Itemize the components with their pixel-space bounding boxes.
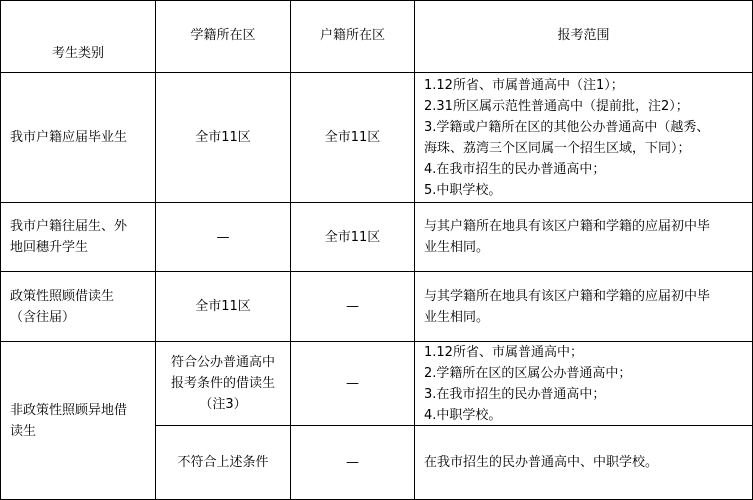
header-hukou-district-label: 户籍所在区	[319, 28, 385, 43]
row1-scope	[415, 73, 752, 202]
row1-scope-line-4: 海珠、荔湾三个区同属一个招生区域，下同）；	[424, 140, 691, 156]
row4a-hukou-district-dash: —	[346, 376, 359, 391]
row1-school-district-text: 全市11区	[195, 130, 251, 145]
row2-hukou-district	[291, 203, 414, 271]
row2-scope-line-1: 与其户籍所在地具有该区户籍和学籍的应届初中毕	[424, 219, 711, 234]
row4a-school-district	[156, 342, 290, 425]
row4a-scope-line-2: 2.学籍所在区的区属公办普通高中；	[424, 365, 632, 381]
header-school-district	[156, 1, 290, 72]
row1-school-district	[156, 73, 290, 202]
header-category-label: 考生类别	[51, 46, 104, 61]
header-scope	[415, 1, 752, 72]
row1-hukou-district	[291, 73, 414, 202]
row4b-scope	[415, 426, 752, 499]
row4b-school-district	[156, 426, 290, 499]
row1-hukou-district-text: 全市11区	[324, 130, 381, 145]
row1-scope-line-5: 4.在我市招生的民办普通高中；	[424, 161, 606, 177]
row4b-hukou-district	[291, 426, 414, 499]
row4-category-line-1: 非政策性照顾异地借	[10, 402, 128, 418]
row3-scope-line-2: 业生相同。	[424, 309, 490, 325]
row4a-scope-line-1: 1.12所省、市属普通高中；	[424, 344, 583, 360]
row3-scope	[415, 272, 752, 341]
row2-category-line-1: 我市户籍往届生、外	[10, 219, 128, 234]
header-hukou-district	[291, 1, 414, 72]
row2-category	[1, 203, 155, 271]
row3-category-line-2: （含往届）	[10, 309, 76, 325]
row4a-school-district-line-1: 符合公办普通高中	[170, 355, 275, 370]
row3-school-district	[156, 272, 290, 341]
row2-hukou-district-text: 全市11区	[324, 229, 381, 245]
row1-scope-line-3: 3.学籍或户籍所在区的其他公办普通高中（越秀、	[424, 119, 710, 135]
row1-scope-line-2: 2.31所区属示范性普通高中（提前批，注2）；	[424, 98, 689, 114]
row4a-scope-line-3: 3.在我市招生的民办普通高中；	[424, 386, 606, 402]
row3-category	[1, 272, 155, 341]
row3-scope-line-1: 与其学籍所在地具有该区户籍和学籍的应届初中毕	[424, 288, 711, 304]
row4b-school-district-text: 不符合上述条件	[177, 455, 269, 470]
row3-school-district-text: 全市11区	[195, 299, 251, 314]
row2-category-line-2: 地回穗升学生	[10, 240, 89, 255]
row4b-scope-line-1: 在我市招生的民办普通高中、中职学校。	[424, 455, 659, 470]
row4-category-line-2: 读生	[10, 423, 37, 439]
row2-scope	[415, 203, 752, 271]
header-scope-label: 报考范围	[557, 28, 610, 43]
row4a-hukou-district	[291, 342, 414, 425]
row3-hukou-district	[291, 272, 414, 341]
row3-hukou-district-dash: —	[346, 299, 359, 314]
row4a-school-district-line-2: 报考条件的借读生	[170, 376, 275, 391]
row3-category-line-1: 政策性照顾借读生	[10, 288, 115, 304]
row1-category-text: 我市户籍应届毕业生	[10, 130, 128, 145]
row4b-hukou-district-dash: —	[346, 455, 359, 470]
row1-scope-line-6: 5.中职学校。	[424, 182, 502, 198]
row4-category	[1, 342, 155, 499]
row4a-scope	[415, 342, 752, 425]
row2-school-district	[156, 203, 290, 271]
header-category	[1, 30, 155, 72]
header-school-district-label: 学籍所在区	[190, 28, 256, 43]
row1-category	[1, 73, 155, 202]
row4a-scope-line-4: 4.中职学校。	[424, 407, 502, 423]
row1-scope-line-1: 1.12所省、市属普通高中（注1）；	[424, 77, 624, 93]
row2-scope-line-2: 业生相同。	[424, 240, 490, 255]
row4a-school-district-line-3: （注3）	[199, 397, 247, 412]
row2-school-district-dash: —	[216, 229, 230, 245]
